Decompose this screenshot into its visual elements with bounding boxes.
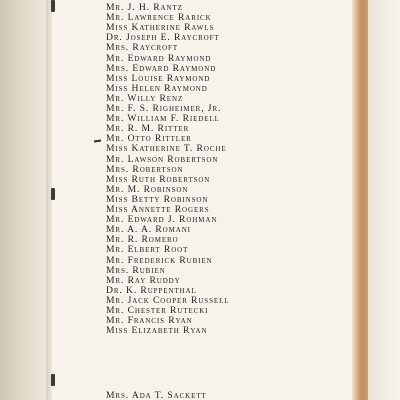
list-item: Mrs. Robertson <box>106 163 184 175</box>
list-item: Mr. Lawson Robertson <box>106 153 219 165</box>
list-item: Mrs. Raycroft <box>106 42 179 54</box>
list-item: Dr. K. Ruppenthal <box>106 284 197 296</box>
list-item: Dr. Joseph E. Raycroft <box>106 32 220 44</box>
list-item: Mr. Francis Ryan <box>106 315 193 327</box>
binding-stitch <box>51 0 55 12</box>
list-item: Mr. William F. Riedell <box>106 113 220 125</box>
binding-stitch <box>51 188 55 200</box>
list-item: Mr. R. Romero <box>106 234 179 246</box>
list-item: Miss Ruth Robertson <box>106 173 211 185</box>
list-item: Mr. Otto Rittler <box>106 133 192 145</box>
list-item: Miss Louise Raymond <box>106 72 211 84</box>
page-edge <box>355 0 368 400</box>
list-item: Mr. Jack Cooper Russell <box>106 294 230 306</box>
list-item: Mr. Edward Raymond <box>106 52 212 64</box>
list-item: Mr. F. S. Righeimer, Jr. <box>106 103 222 114</box>
facing-page-shadow <box>0 0 52 400</box>
list-item: Mr. Frederick Rubien <box>106 254 213 266</box>
list-item: Mr. R. M. Ritter <box>106 123 190 135</box>
list-item: Mr. Chester Rutecki <box>106 305 209 316</box>
list-item: Mrs. Rubien <box>106 264 166 276</box>
list-item: Mrs. Edward Raymond <box>106 62 217 74</box>
list-item: Miss Elizabeth Ryan <box>106 325 208 337</box>
list-item: Miss Betty Robinson <box>106 193 209 205</box>
list-item: Miss Annette Rogers <box>106 204 210 215</box>
list-item: Mr. J. H. Rantz <box>106 2 183 13</box>
binding-stitch <box>51 374 55 386</box>
list-item: Miss Helen Raymond <box>106 82 208 94</box>
list-item: Miss Katherine T. Roche <box>106 143 227 155</box>
list-item: Mr. Lawrence Rarick <box>106 12 212 24</box>
list-item: Mr. Willy Renz <box>106 92 184 104</box>
list-item: Mr. Edward J. Rohman <box>106 214 218 226</box>
background-surface <box>368 0 400 400</box>
list-item: Mr. A. A. Romani <box>106 224 191 236</box>
list-item: Mr. Ray Ruddy <box>106 274 181 286</box>
list-item: Mrs. Ada T. Sackett <box>106 390 207 400</box>
list-item: Mr. M. Robinson <box>106 183 189 195</box>
list-item: Mr. Elbert Root <box>106 244 189 256</box>
list-item: Miss Katherine Rawls <box>106 22 215 34</box>
